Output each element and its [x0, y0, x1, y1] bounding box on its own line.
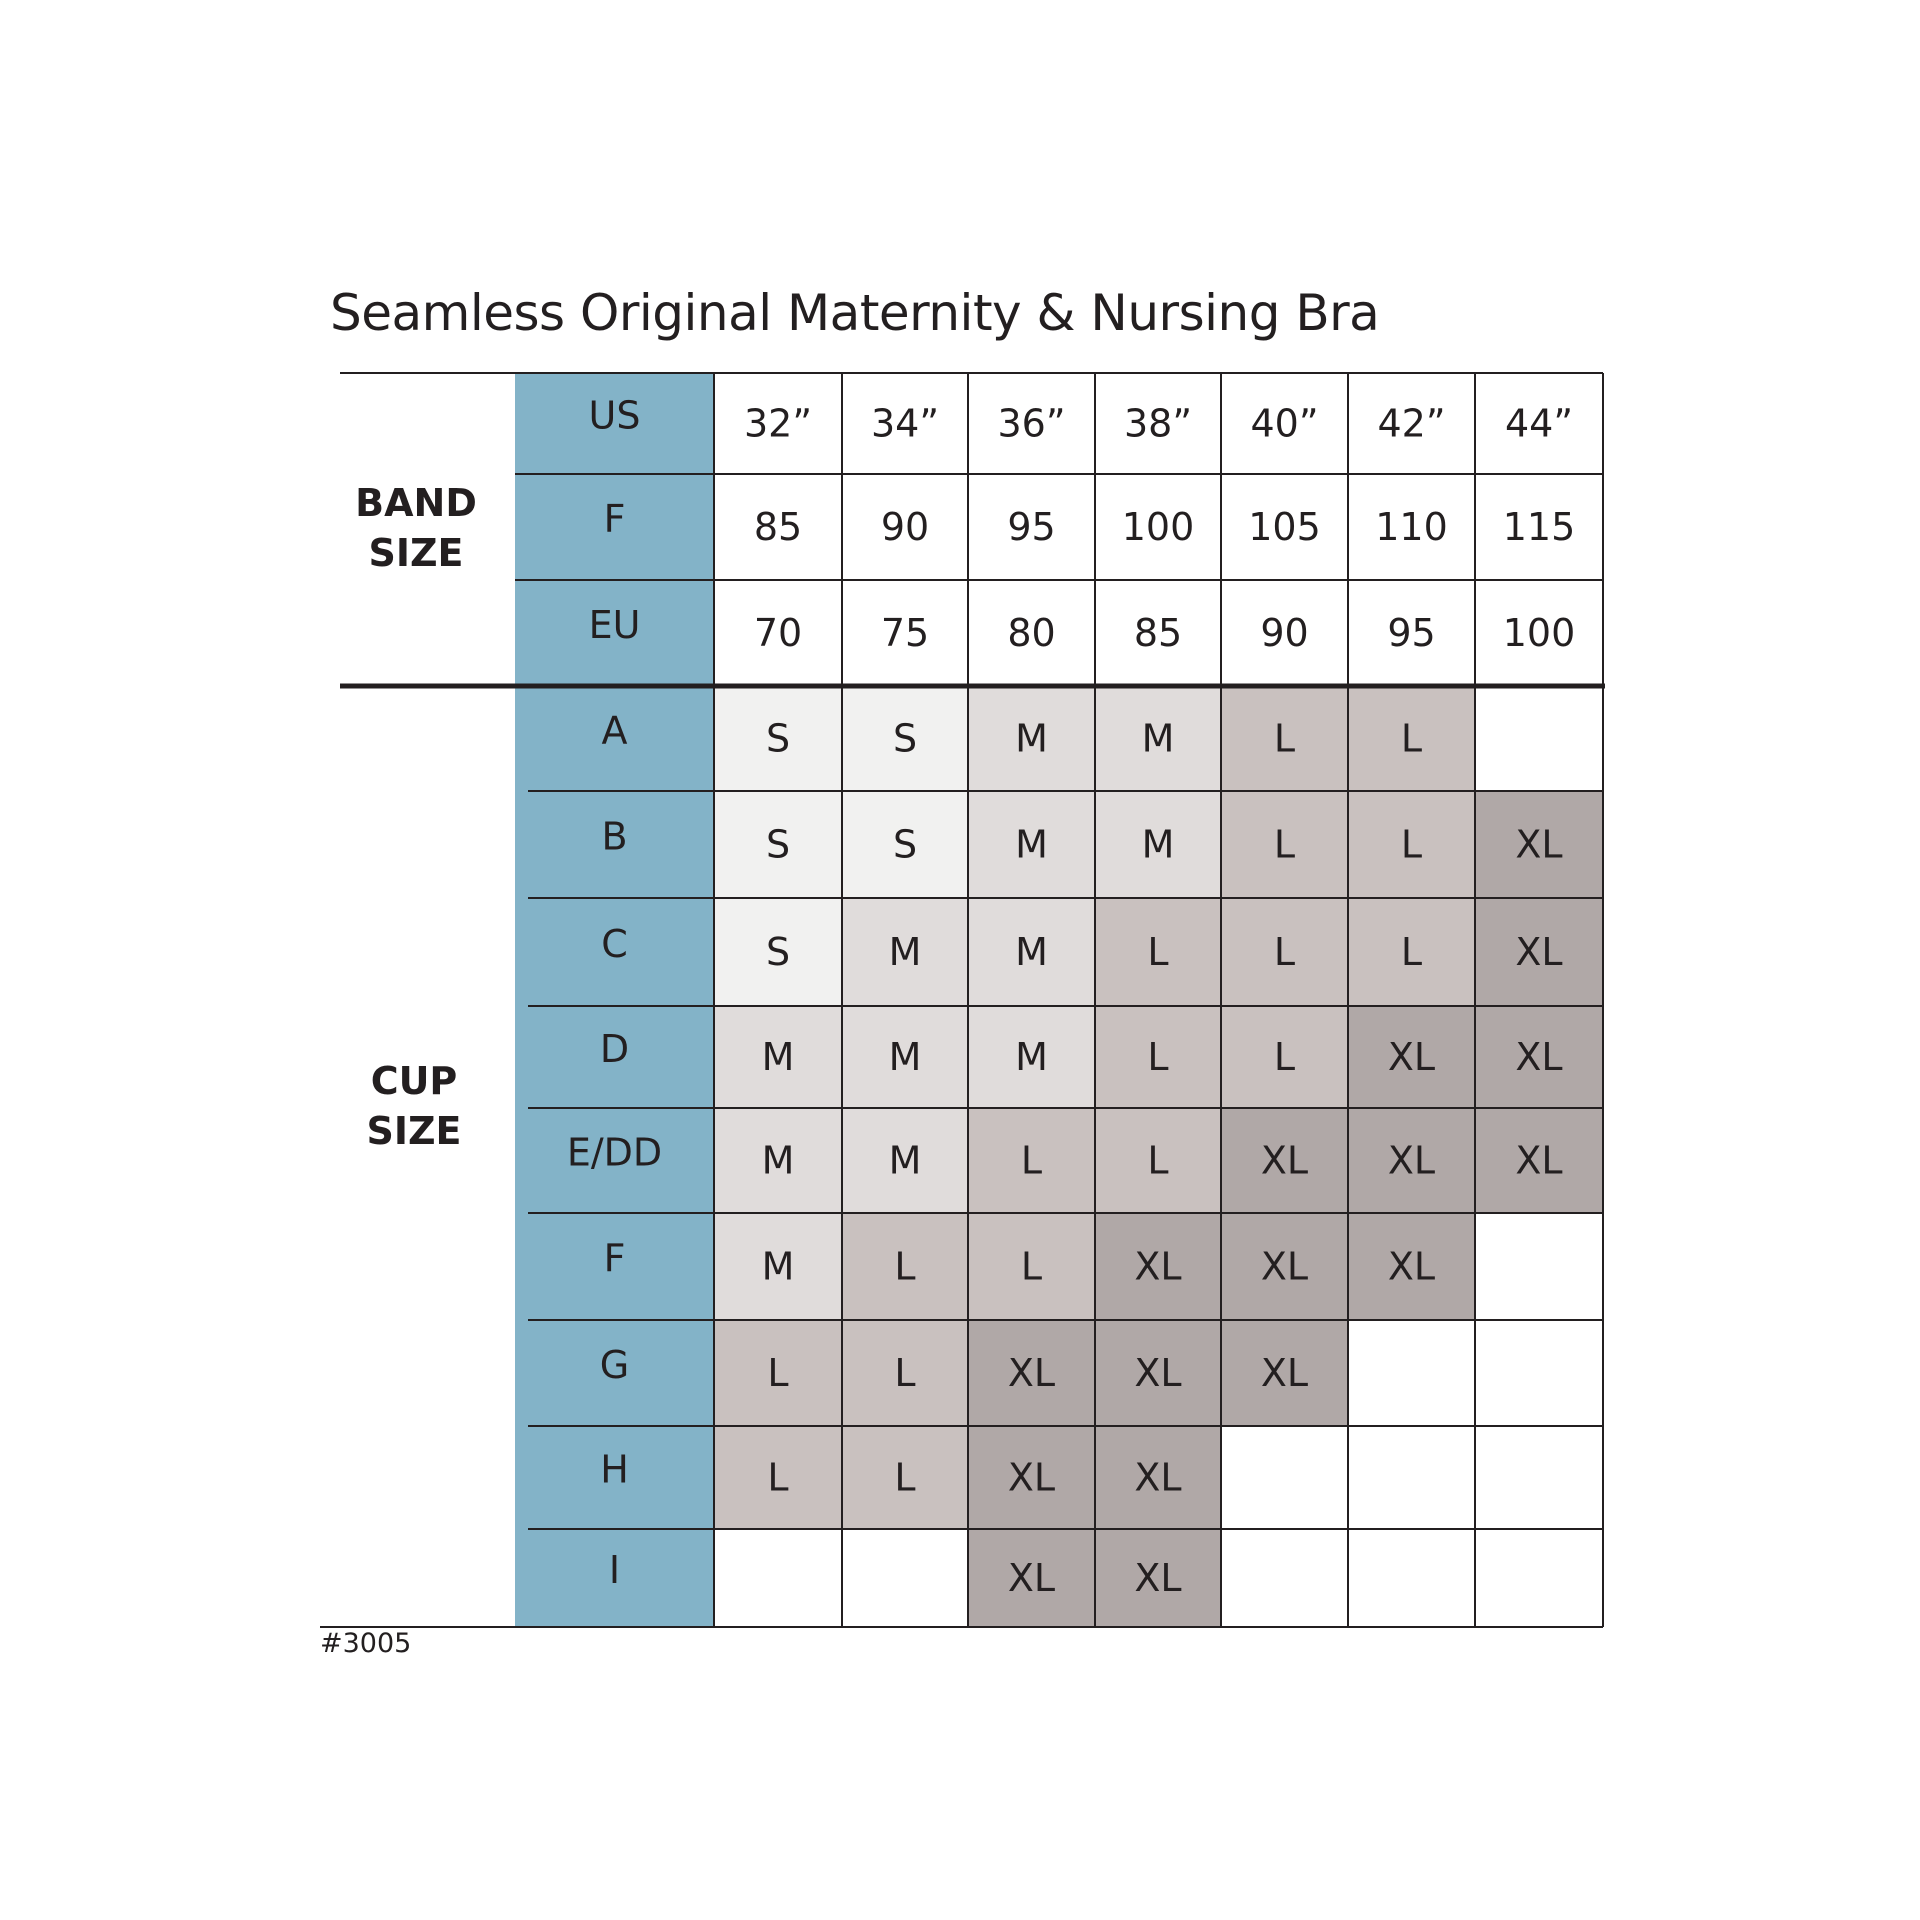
size-value: XL — [1515, 822, 1563, 867]
size-value: XL — [1134, 1556, 1182, 1600]
size-value: L — [1273, 716, 1296, 761]
band-size-value: 90 — [880, 505, 930, 549]
size-cell — [1475, 686, 1603, 791]
size-value: M — [888, 1035, 922, 1079]
size-value: S — [765, 716, 791, 761]
cup-size-label-line2: SIZE — [366, 1109, 462, 1153]
size-value: L — [1020, 1244, 1043, 1289]
size-value: L — [1400, 716, 1423, 761]
size-value: XL — [1387, 1035, 1436, 1079]
size-value: S — [765, 930, 791, 974]
size-value: XL — [1387, 1138, 1436, 1183]
size-value: M — [1015, 822, 1048, 867]
band-size-value: 115 — [1502, 505, 1576, 549]
cup-row-label: I — [608, 1548, 621, 1592]
size-value: XL — [1260, 1138, 1309, 1183]
band-size-value: 38” — [1123, 401, 1193, 446]
band-size-value: 75 — [880, 611, 930, 655]
band-row-label: EU — [588, 603, 641, 647]
band-size-value: 70 — [753, 611, 803, 655]
band-size-value: 36” — [997, 401, 1066, 446]
cup-row-label: C — [601, 922, 628, 966]
size-value: M — [888, 930, 922, 974]
size-value: L — [1273, 930, 1296, 974]
size-value: XL — [1134, 1244, 1182, 1289]
size-value: M — [1015, 1035, 1048, 1079]
cup-row-label: B — [601, 814, 628, 859]
band-size-value: 85 — [753, 505, 803, 549]
band-size-value: 95 — [1007, 505, 1056, 549]
cup-size-label — [334, 1056, 494, 1156]
size-value: XL — [1007, 1455, 1056, 1500]
size-cell — [714, 1529, 842, 1627]
cup-row-label: F — [603, 1236, 626, 1281]
size-value: XL — [1134, 1455, 1182, 1500]
cup-size-label-line1: CUP — [370, 1059, 458, 1103]
size-cell — [1348, 1529, 1475, 1627]
size-value: M — [1141, 822, 1175, 867]
band-size-value: 80 — [1007, 611, 1056, 655]
size-value: L — [1020, 1138, 1043, 1183]
band-size-value: 100 — [1121, 505, 1195, 549]
band-size-value: 95 — [1387, 611, 1436, 655]
size-value: XL — [1134, 1351, 1182, 1395]
size-value: L — [894, 1351, 916, 1395]
size-value: L — [767, 1455, 789, 1500]
size-cell — [1475, 1213, 1603, 1320]
size-value: M — [761, 1035, 795, 1079]
size-value: XL — [1515, 930, 1563, 974]
size-value: M — [1015, 930, 1048, 974]
chart-title: Seamless Original Maternity & Nursing Bra — [330, 284, 1380, 342]
size-value: XL — [1515, 1138, 1563, 1183]
band-size-label-line1: BAND — [355, 481, 477, 525]
size-value: L — [767, 1351, 789, 1395]
size-value: L — [1147, 930, 1169, 974]
size-value: S — [892, 716, 918, 761]
band-size-value: 100 — [1502, 611, 1576, 655]
cup-row-label: D — [599, 1027, 630, 1071]
size-value: L — [894, 1455, 916, 1500]
size-value: L — [894, 1244, 916, 1289]
size-value: L — [1147, 1035, 1169, 1079]
size-value: XL — [1260, 1244, 1309, 1289]
band-size-label — [336, 478, 496, 578]
size-cell — [1221, 1529, 1348, 1627]
band-size-value: 32” — [743, 401, 813, 446]
label-column-background — [515, 373, 714, 1627]
size-value: M — [761, 1138, 795, 1183]
size-cell — [1475, 1529, 1603, 1627]
cup-row-label: A — [601, 708, 628, 753]
band-size-value: 44” — [1504, 401, 1574, 446]
size-value: M — [761, 1244, 795, 1289]
size-value: M — [1015, 716, 1048, 761]
cup-row-label: G — [599, 1343, 630, 1387]
size-cell — [1348, 1426, 1475, 1529]
style-number: #3005 — [320, 1628, 412, 1659]
size-value: XL — [1007, 1351, 1056, 1395]
band-size-label-line2: SIZE — [368, 531, 464, 575]
band-size-value: 90 — [1260, 611, 1309, 655]
size-value: L — [1400, 930, 1423, 974]
size-value: L — [1147, 1138, 1169, 1183]
size-value: L — [1273, 1035, 1296, 1079]
size-value: XL — [1007, 1556, 1056, 1600]
band-size-value: 40” — [1250, 401, 1319, 446]
band-size-value: 105 — [1248, 505, 1321, 549]
size-value: M — [1141, 716, 1175, 761]
size-value: XL — [1387, 1244, 1436, 1289]
size-cell — [1221, 1426, 1348, 1529]
band-row-label: F — [603, 497, 626, 541]
size-cell — [1348, 1320, 1475, 1426]
size-cell — [1475, 1426, 1603, 1529]
band-size-value: 85 — [1133, 611, 1183, 655]
cup-row-label: H — [600, 1447, 629, 1492]
size-value: M — [888, 1138, 922, 1183]
band-size-value: 110 — [1375, 505, 1448, 549]
size-value: S — [765, 822, 791, 867]
size-value: XL — [1515, 1035, 1563, 1079]
band-size-value: 42” — [1377, 401, 1446, 446]
size-cell — [842, 1529, 968, 1627]
size-value: S — [892, 822, 918, 867]
cup-row-label: E/DD — [566, 1130, 663, 1175]
size-value: L — [1273, 822, 1296, 867]
size-cell — [1475, 1320, 1603, 1426]
band-size-value: 34” — [870, 401, 940, 446]
size-value: XL — [1260, 1351, 1309, 1395]
band-row-label: US — [588, 393, 641, 438]
size-value: L — [1400, 822, 1423, 867]
